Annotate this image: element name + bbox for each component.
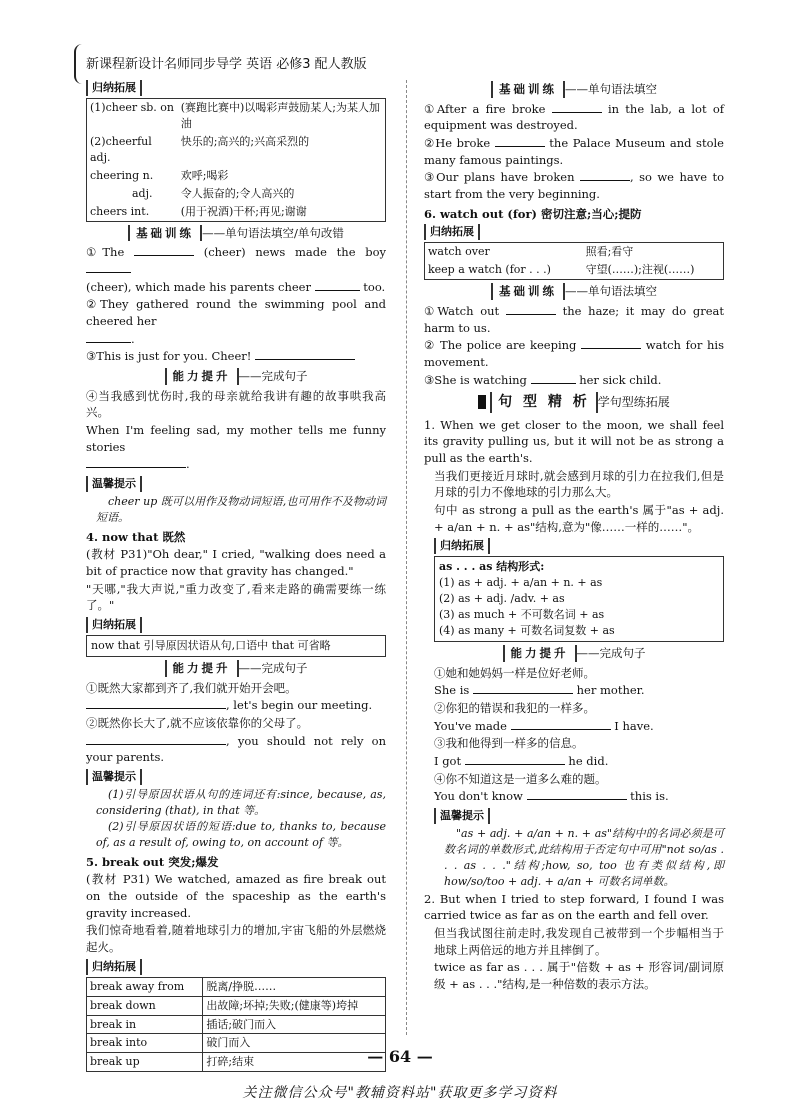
exercise-line: .	[86, 331, 386, 348]
drill-heading: 基础训练 ——单句语法填空	[424, 283, 724, 300]
answer-blank[interactable]	[86, 733, 226, 745]
item-title: 4. now that 既然	[86, 529, 186, 544]
exercise-line: I got he did.	[434, 753, 609, 768]
exercise-line: ①After a fire broke in the lab, a lot of equipment was destroyed.	[424, 101, 725, 133]
summary-tag: 归纳拓展	[86, 80, 142, 96]
exercise-line: You've made I have.	[434, 718, 654, 733]
exercise-line: ②He broke the Palace Museum and stole many famous paintings.	[424, 136, 724, 167]
table-row: break down 出故障;坏掉;失败;(健康等)垮掉	[87, 996, 386, 1015]
exercise-line: , you should not rely on your parents.	[86, 733, 386, 765]
answer-blank[interactable]	[86, 697, 226, 709]
page-number: — 64 —	[367, 1047, 433, 1066]
sentence-en: 1. When we get closer to the moon, we shall feel its gravity pulling us, but it will not be as strong a pull as the earth's.	[424, 417, 724, 465]
drill-heading: 基础训练 ——单句语法填空/单句改错	[86, 225, 386, 242]
column-divider	[406, 80, 407, 1035]
table-row: break up 打碎;结束	[87, 1053, 386, 1072]
exercise-line: ①既然大家都到齐了,我们就开始开会吧。	[86, 680, 297, 695]
exercise-line: ②既然你长大了,就不应该依靠你的父母了。	[86, 715, 309, 730]
table-row: keep a watch (for . . .) 守望(……);注视(……)	[428, 263, 695, 277]
exercise-line: ①Watch out the haze; it may do great harm to us.	[424, 303, 725, 335]
tip-tag: 温馨提示	[86, 476, 142, 492]
exercise-line: (cheer), which made his parents cheer too.	[86, 279, 386, 294]
answer-blank[interactable]	[255, 348, 355, 360]
example-cn: 我们惊奇地看着,随着地球引力的增加,宇宙飞船的外层燃烧起火。	[86, 923, 386, 955]
section-marker-icon	[478, 395, 486, 409]
exercise-line: ② The police are keeping watch for his movement.	[424, 338, 724, 369]
answer-blank[interactable]	[506, 303, 556, 315]
table-row: (2)cheerful adj. 快乐的;高兴的;兴高采烈的	[90, 134, 310, 164]
exercise-line: She is her mother.	[434, 683, 645, 698]
left-column	[86, 78, 386, 1072]
answer-blank[interactable]	[527, 788, 627, 800]
tip-text: (2)引导原因状语的短语:due to, thanks to, because of, as a result of, owing to, on account of 等。	[96, 819, 386, 849]
footer-note: 关注微信公众号"教辅资料站"获取更多学习资料	[242, 1085, 558, 1101]
example-cn: "天哪,"我大声说,"重力改变了,看来走路的确需要练一练了。"	[86, 581, 386, 613]
exercise-line: ①The (cheer) news made the boy	[86, 244, 386, 277]
table-row: cheering n. 欢呼;喝彩	[90, 168, 229, 182]
header-bracket	[74, 44, 84, 84]
item-title: 6. watch out (for) 密切注意;当心;提防	[424, 206, 642, 221]
sentence-note: twice as far as . . . 属于"倍数 + as + 形容词/副词原级 + as . . ."结构,是一种倍数的表示方法。	[434, 960, 724, 991]
answer-blank[interactable]	[580, 169, 630, 181]
answer-blank[interactable]	[473, 682, 573, 694]
summary-tag: 归纳拓展	[86, 959, 142, 975]
answer-blank[interactable]	[134, 244, 194, 256]
summary-tag: 归纳拓展	[424, 224, 480, 240]
tip-text: (1)引导原因状语从句的连词还有:since, because, as, considering (that), in that 等。	[96, 787, 386, 817]
sentence-en: 2. But when I tried to step forward, I found I was carried twice as far as on the earth and fell over.	[424, 891, 724, 923]
exercise-line: , let's begin our meeting.	[86, 697, 386, 714]
example-en: (教材 P31)"Oh dear," I cried, "walking does need a bit of practice now that gravity has changed."	[86, 547, 386, 579]
answer-blank[interactable]	[86, 331, 131, 343]
exercise-line: ②They gathered round the swimming pool and cheered her	[86, 297, 386, 328]
summary-tag: 归纳拓展	[86, 617, 142, 633]
table-row: watch over 照看;看守	[428, 245, 634, 259]
table-row: break in 插话;破门而入	[87, 1015, 386, 1034]
right-column: 基础训练 ——单句语法填空 ①After a fire broke in the lab, a lot of equipment was destroyed. ②He broke the Palace Museum and stole many famous paintings. ③Our plans have broken , so we have to start from the very beginning. 6. watch out (for) 密切注意;当心;提防 归纳拓展 watch over 照看;看守 keep a watch (for . . .) 守望(……);注视(……) 基础训练 ——单句语法填空 ①Watch out the haze; it may do great harm to us. ② The police are keeping watch for his movement. ③She is watching her sick child. 句 型 精 析 学句型练拓展 1. When we get closer to the moon, we shall feel its gravity pulling us, but it will not be as strong a pull as the earth's. 当我们更接近月球时,就会感到月球的引力在拉我们,但是月球的引力不像地球的引力那么大。 句中 as strong a pull as the earth's 属于"as + adj. + a/an + n. + as"结构,意为"像……一样的……"。 归纳拓展 as . . . as 结构形式: (1) as + adj. + a/an + n. + as (2) as + adj. /adv. + as (3) as much + 不可数名词 + as (4) as many + 可数名词复数 + as 能力提升 ——完成句子 ①她和她妈妈一样是位好老师。 She is her mother. ②你犯的错误和我犯的一样多。 You've made I have. ③我和他得到一样多的信息。 I got he did. ④你不知道这是一道多么难的题。 You don't know this is. 温馨提示 "as + adj. + a/an + n. + as"结构中的名词必须是可数名词的单数形式,此结构用于否定句中可用"not so/as . . . as . . ."结构;how, so, too 也有类似结构,即 how/so/too + adj. + a/an + 可数名词单数。 2. But when I tried to step forward, I found I was carried twice as far as on the earth and fell over. 但当我试图往前走时,我发现自己被带到一个步幅相当于地球上两倍远的地方并且摔倒了。 twice as far as . . . 属于"倍数 + as + 形容词/副词原级 + as . . ."结构,是一种倍数的表示方法。	[424, 82, 725, 991]
watch-table	[424, 242, 724, 280]
answer-blank[interactable]	[315, 279, 360, 291]
now-that-box: now that 引导原因状语从句,口语中 that 可省略	[86, 635, 386, 657]
exercise-line: .	[86, 456, 386, 473]
tip-tag: 温馨提示	[86, 769, 142, 785]
sentence-note: 句中 as strong a pull as the earth's 属于"as + adj. + a/an + n. + as"结构,意为"像……一样的……"。	[434, 502, 724, 534]
table-row: break into 破门而入	[87, 1034, 386, 1053]
tip-text: cheer up 既可以用作及物动词短语,也可用作不及物动词短语。	[96, 494, 386, 524]
exercise-line: ④当我感到忧伤时,我的母亲就给我讲有趣的故事哄我高兴。	[86, 388, 386, 420]
cheer-table	[86, 98, 386, 222]
ability-heading: 能力提升 ——完成句子	[424, 645, 724, 662]
table-row: (1)cheer sb. on (赛跑比赛中)以喝彩声鼓励某人;为某人加油	[90, 100, 381, 130]
item-title: 5. break out 突发;爆发	[86, 854, 219, 869]
sentence-cn: 但当我试图往前走时,我发现自己被带到一个步幅相当于地球上两倍远的地方并且摔倒了。	[434, 925, 724, 957]
drill-heading: 基础训练 ——单句语法填空	[424, 81, 724, 98]
table-row: adj. 令人振奋的;令人高兴的	[132, 186, 295, 200]
answer-blank[interactable]	[511, 718, 611, 730]
summary-tag: 归纳拓展	[434, 538, 490, 554]
answer-blank[interactable]	[86, 261, 131, 273]
as-structure-box: as . . . as 结构形式: (1) as + adj. + a/an + n. + as (2) as + adj. /adv. + as (3) as much + 不可数名词 + as (4) as many + 可数名词复数 + as	[434, 556, 724, 642]
exercise-line: ③Our plans have broken , so we have to start from the very beginning.	[424, 170, 724, 202]
answer-blank[interactable]	[465, 753, 565, 765]
table-row: break away from 脱离/挣脱……	[87, 977, 386, 996]
answer-blank[interactable]	[495, 135, 545, 147]
answer-blank[interactable]	[581, 337, 641, 349]
example-en: (教材 P31) We watched, amazed as fire break out on the outside of the spaceship as the earth's gravity increased.	[86, 872, 386, 920]
tip-tag: 温馨提示	[434, 808, 490, 824]
sentence-cn: 当我们更接近月球时,就会感到月球的引力在拉我们,但是月球的引力不像地球的引力那么大。	[434, 468, 724, 500]
answer-blank[interactable]	[552, 101, 602, 113]
ability-heading: 能力提升 ——完成句子	[86, 368, 386, 385]
section-title: 句 型 精 析 学句型练拓展	[424, 392, 724, 412]
exercise-line: You don't know this is.	[434, 789, 669, 804]
exercise-line: When I'm feeling sad, my mother tells me funny stories	[86, 422, 386, 454]
tip-text: "as + adj. + a/an + n. + as"结构中的名词必须是可数名词的单数形式,此结构用于否定句中可用"not so/as . . . as . . ."结构;how, so, too 也有类似结构,即 how/so/too + adj. + a/an + 可数名词单数。	[444, 826, 724, 888]
table-row: cheers int. (用于祝酒)干杯;再见;谢谢	[90, 204, 307, 218]
answer-blank[interactable]	[86, 456, 186, 468]
answer-blank[interactable]	[531, 372, 576, 384]
exercise-line: ③This is just for you. Cheer!	[86, 348, 386, 365]
ability-heading: 能力提升 ——完成句子	[86, 660, 386, 677]
exercise-line: ③She is watching her sick child.	[424, 372, 662, 387]
page-header: 新课程新设计名师同步导学 英语 必修3 配人教版	[86, 57, 367, 72]
